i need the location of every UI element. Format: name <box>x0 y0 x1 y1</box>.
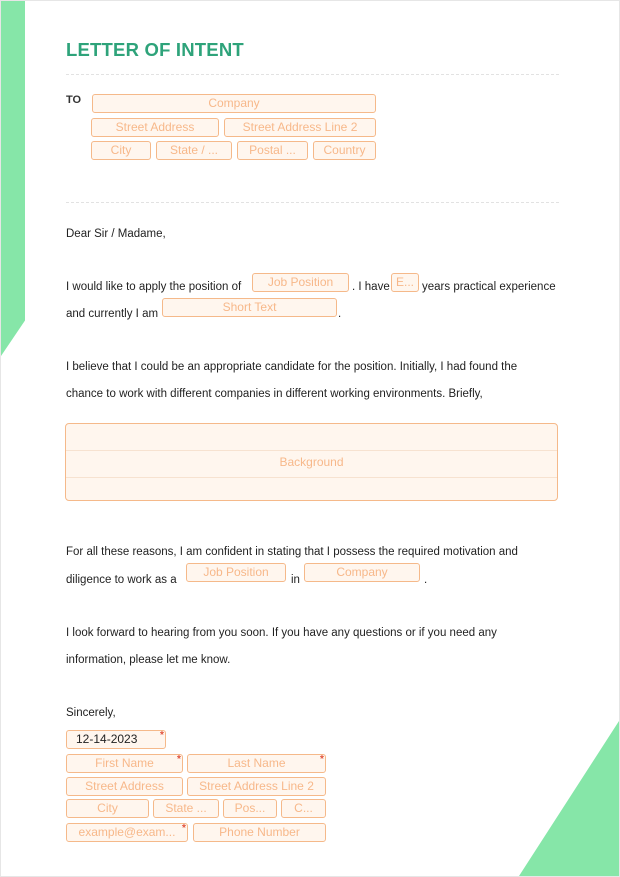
paragraph-text: . I have <box>352 281 390 293</box>
paragraph-text: For all these reasons, I am confident in stating that I possess the required motivation and <box>66 546 518 558</box>
recipient-country-input[interactable]: Country <box>313 141 376 160</box>
sender-street2-input[interactable]: Street Address Line 2 <box>187 777 326 796</box>
required-marker: * <box>182 823 186 834</box>
salutation: Dear Sir / Madame, <box>66 228 166 240</box>
recipient-postal-input[interactable]: Postal ... <box>237 141 308 160</box>
divider <box>66 74 559 75</box>
paragraph-text: in <box>291 574 300 586</box>
divider <box>66 202 559 203</box>
sender-postal-input[interactable]: Pos... <box>223 799 277 818</box>
page-title: LETTER OF INTENT <box>66 39 244 60</box>
paragraph-text: I believe that I could be an appropriate candidate for the position. Initially, I had found the <box>66 361 518 373</box>
job-position-input[interactable]: Job Position <box>252 273 349 292</box>
required-marker: * <box>160 730 164 741</box>
recipient-street2-input[interactable]: Street Address Line 2 <box>224 118 376 137</box>
textarea-line <box>66 477 557 478</box>
current-status-input[interactable]: Short Text <box>162 298 337 317</box>
to-label: TO <box>66 94 82 106</box>
background-textarea[interactable] <box>65 423 558 501</box>
sender-street-input[interactable]: Street Address <box>66 777 183 796</box>
background-placeholder: Background <box>279 455 344 469</box>
paragraph-text: and currently I am <box>66 308 159 320</box>
recipient-company-input[interactable]: Company <box>92 94 376 113</box>
sender-country-input[interactable]: C... <box>281 799 326 818</box>
closing: Sincerely, <box>66 707 116 719</box>
company-2-input[interactable]: Company <box>304 563 420 582</box>
last-name-input[interactable]: Last Name <box>187 754 326 773</box>
paragraph-text: . <box>338 308 342 320</box>
paragraph-text: I look forward to hearing from you soon. If you have any questions or if you need any <box>66 627 497 639</box>
date-input[interactable]: 12-14-2023 <box>66 730 166 749</box>
paragraph-text: diligence to work as a <box>66 574 177 586</box>
recipient-state-input[interactable]: State / ... <box>156 141 232 160</box>
recipient-city-input[interactable]: City <box>91 141 151 160</box>
job-position-2-input[interactable]: Job Position <box>186 563 286 582</box>
decorative-corner-top-left <box>1 1 25 356</box>
textarea-line <box>66 450 557 451</box>
years-experience-input[interactable]: E... <box>391 273 419 292</box>
first-name-input[interactable]: First Name <box>66 754 183 773</box>
phone-input[interactable]: Phone Number <box>193 823 326 842</box>
required-marker: * <box>320 754 324 765</box>
recipient-street-input[interactable]: Street Address <box>91 118 219 137</box>
paragraph-text: chance to work with different companies in different working environments. Briefly, <box>66 388 483 400</box>
sender-state-input[interactable]: State ... <box>153 799 219 818</box>
required-marker: * <box>177 754 181 765</box>
decorative-corner-bottom-right <box>519 721 619 876</box>
paragraph-text: information, please let me know. <box>66 654 231 666</box>
paragraph-text: . <box>424 574 428 586</box>
paragraph-text: I would like to apply the position of <box>66 281 242 293</box>
paragraph-text: years practical experience <box>422 281 556 293</box>
sender-city-input[interactable]: City <box>66 799 149 818</box>
email-input[interactable]: example@exam... <box>66 823 188 842</box>
